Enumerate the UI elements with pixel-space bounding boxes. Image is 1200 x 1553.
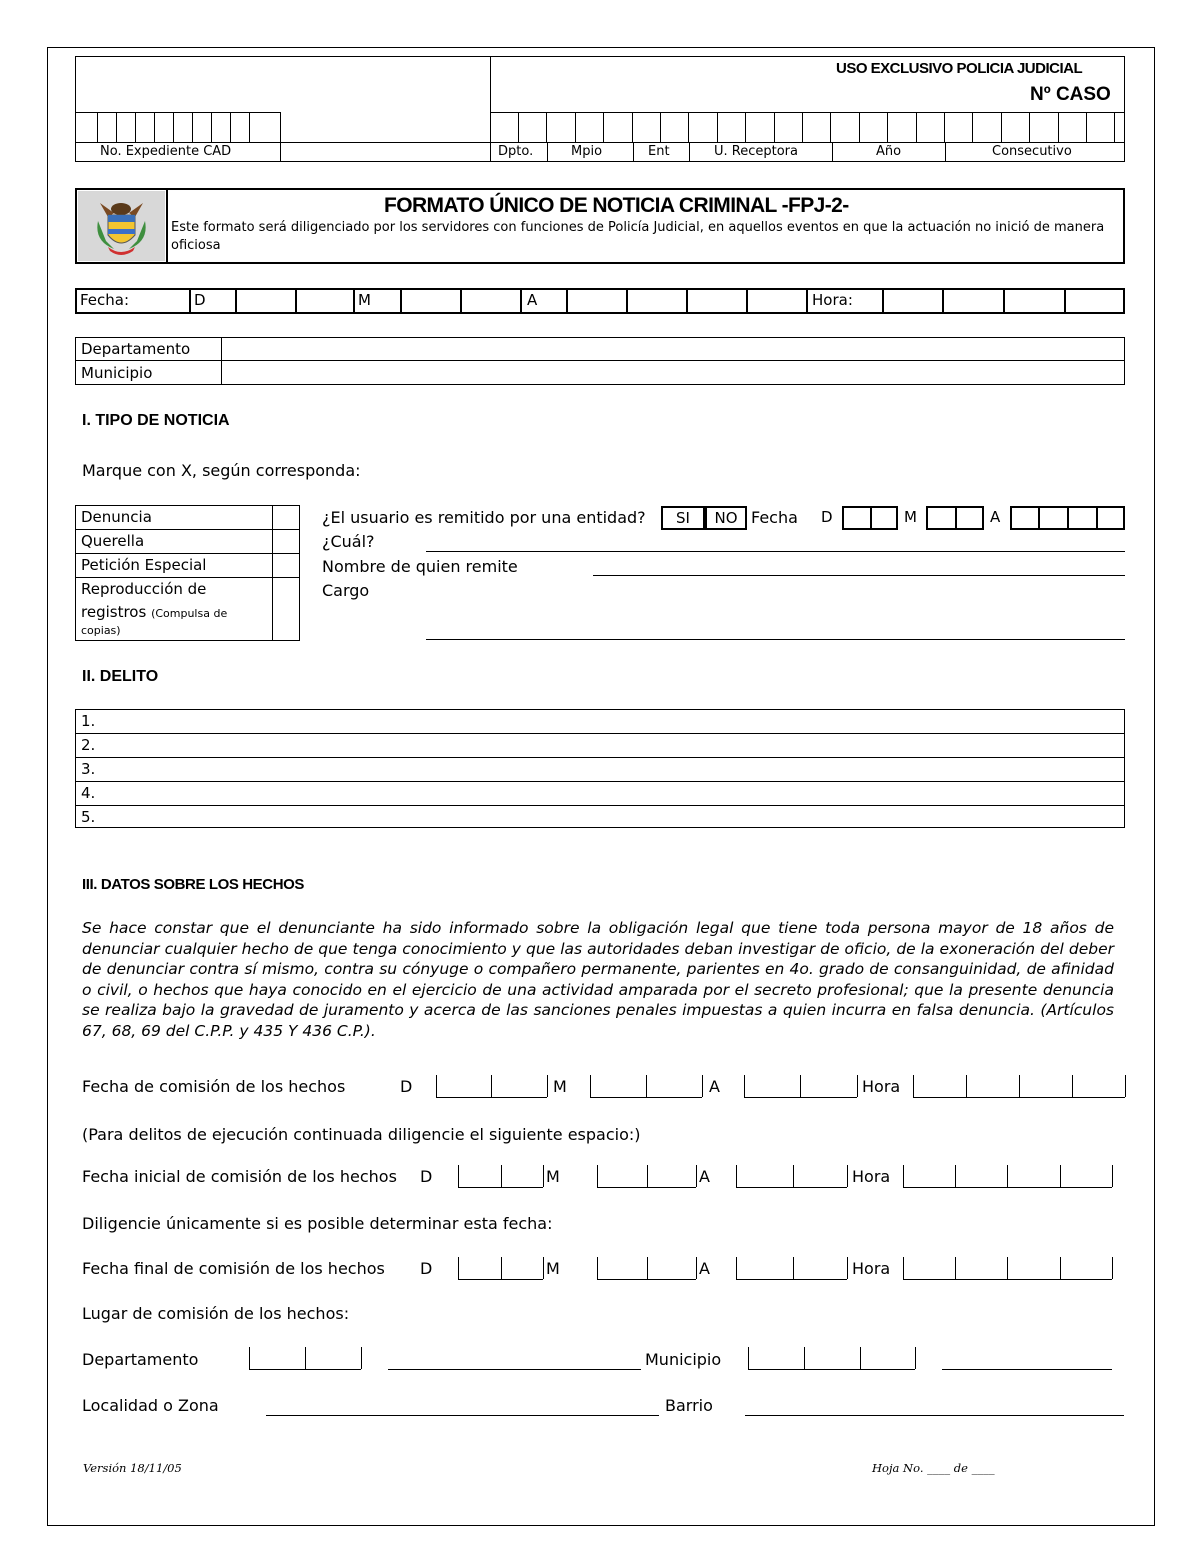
final-d-label: D <box>420 1259 433 1278</box>
lugar-municipio-code <box>748 1369 915 1370</box>
municipio-field[interactable] <box>223 362 1123 383</box>
inicial-d-field-tick <box>458 1165 459 1187</box>
caso-cell-divider <box>830 112 831 142</box>
inicial-hora-field-tick <box>1112 1165 1113 1187</box>
expediente-label-line <box>75 142 490 143</box>
final-a-label: A <box>699 1259 710 1278</box>
expediente-cell-divider <box>154 112 155 142</box>
caso-cell-divider <box>1114 112 1115 142</box>
expediente-cell-divider <box>116 112 117 142</box>
departamento-field[interactable] <box>223 338 1123 359</box>
fecha-cell-divider <box>806 288 808 314</box>
fecha-label: Fecha: <box>80 291 130 309</box>
inicial-m-label: M <box>546 1167 560 1186</box>
delito-row-3[interactable]: 3. <box>81 760 96 778</box>
location-col-divider <box>221 337 222 385</box>
delito-row-1[interactable]: 1. <box>81 712 96 730</box>
delito-row-2[interactable]: 2. <box>81 736 96 754</box>
inicial-m-field-tick <box>597 1165 598 1187</box>
comision-a-field-tick <box>857 1075 858 1097</box>
expediente-label-end <box>280 142 281 162</box>
diligencie-note: Diligencie únicamente si es posible determinar esta fecha: <box>82 1214 553 1233</box>
fecha-cell-divider <box>746 288 748 314</box>
caso-cell-divider <box>1029 112 1030 142</box>
lugar-departamento-code-tick <box>249 1347 250 1369</box>
section-1-title: I. TIPO DE NOTICIA <box>82 412 230 429</box>
comision-hora-field-tick <box>1019 1075 1020 1097</box>
barrio-label: Barrio <box>665 1396 713 1415</box>
inicial-d-label: D <box>420 1167 433 1186</box>
check-reproduccion[interactable] <box>274 579 298 639</box>
final-m-field <box>597 1279 696 1280</box>
nro-caso-label: Nº CASO <box>1030 84 1111 105</box>
location-divider <box>75 360 1125 361</box>
caso-cell-divider <box>660 112 661 142</box>
remitido-m-label: M <box>904 508 917 526</box>
hora-label: Hora: <box>812 291 853 309</box>
nombre-remite-line[interactable] <box>593 575 1125 576</box>
lugar-municipio-code-tick <box>804 1347 805 1369</box>
tipo-row-line-2 <box>75 553 300 554</box>
caso-cell-divider <box>916 112 917 142</box>
comision-m-label: M <box>553 1077 567 1096</box>
remitido-m-divider <box>955 506 957 530</box>
delito-row-4[interactable]: 4. <box>81 784 96 802</box>
check-peticion[interactable] <box>274 555 298 576</box>
caso-cell-divider <box>887 112 888 142</box>
uso-exclusivo-label: USO EXCLUSIVO POLICIA JUDICIAL <box>836 60 1083 77</box>
final-hora-field-tick <box>1112 1257 1113 1279</box>
lugar-departamento-code <box>249 1369 361 1370</box>
tipo-querella-label: Querella <box>81 532 145 550</box>
comision-a-label: A <box>709 1077 720 1096</box>
final-m-field-tick <box>647 1257 648 1279</box>
remitido-d-divider <box>870 506 872 530</box>
fecha-cell-divider <box>460 288 462 314</box>
lugar-municipio-code-tick <box>860 1347 861 1369</box>
caso-label-divider <box>689 142 690 162</box>
title-logo-divider <box>166 188 168 264</box>
tipo-peticion-label: Petición Especial <box>81 556 207 574</box>
final-a-field-tick <box>847 1257 848 1279</box>
fecha-comision-label: Fecha de comisión de los hechos <box>82 1077 346 1096</box>
check-querella[interactable] <box>274 531 298 552</box>
fecha-cell-divider <box>189 288 191 314</box>
inicial-hora-field-tick <box>903 1165 904 1187</box>
cual-line[interactable] <box>426 551 1125 552</box>
coat-of-arms-logo <box>78 191 165 261</box>
fecha-cell-divider <box>520 288 522 314</box>
expediente-cell-divider <box>280 112 281 142</box>
comision-a-field <box>744 1097 857 1098</box>
final-a-field-tick <box>736 1257 737 1279</box>
form-title: FORMATO ÚNICO DE NOTICIA CRIMINAL -FPJ-2- <box>384 194 849 217</box>
departamento-label: Departamento <box>81 340 191 358</box>
remitido-a-divider <box>1096 506 1098 530</box>
no-option[interactable]: NO <box>705 506 747 530</box>
remitido-fecha-label: Fecha <box>751 508 798 527</box>
caso-field-dpto: Dpto. <box>498 144 534 159</box>
tipo-registros-label: registros (Compulsa de <box>81 603 228 621</box>
lugar-departamento-code-tick <box>361 1347 362 1369</box>
caso-label-divider <box>945 142 946 162</box>
fecha-cell-divider <box>353 288 355 314</box>
comision-hora-field-tick <box>966 1075 967 1097</box>
delito-row-5[interactable]: 5. <box>81 808 96 826</box>
fecha-cell-divider <box>566 288 568 314</box>
final-hora-field-tick <box>1007 1257 1008 1279</box>
lugar-label: Lugar de comisión de los hechos: <box>82 1304 350 1323</box>
lugar-departamento-label: Departamento <box>82 1350 199 1369</box>
final-d-field-tick <box>458 1257 459 1279</box>
comision-m-field-tick <box>646 1075 647 1097</box>
fecha-cell-divider <box>400 288 402 314</box>
fecha-m-label: M <box>358 291 371 309</box>
copias-label: copias) <box>81 624 121 637</box>
final-d-field-tick <box>501 1257 502 1279</box>
expediente-cell-divider <box>135 112 136 142</box>
inicial-m-field-tick <box>696 1165 697 1187</box>
comision-d-label: D <box>400 1077 413 1096</box>
delito-line-4 <box>75 805 1125 806</box>
section-2-title: II. DELITO <box>82 668 159 685</box>
caso-cell-divider <box>972 112 973 142</box>
tipo-reproduccion-label: Reproducción de <box>81 580 207 598</box>
inicial-hora-field-tick <box>1060 1165 1061 1187</box>
inicial-a-label: A <box>699 1167 710 1186</box>
section-3-title: III. DATOS SOBRE LOS HECHOS <box>82 876 305 893</box>
fecha-d-label: D <box>194 291 206 309</box>
cargo-line[interactable] <box>426 639 1125 640</box>
inicial-a-field <box>736 1187 847 1188</box>
caso-field-ent: Ent <box>648 144 670 159</box>
caso-cell-divider <box>632 112 633 142</box>
caso-label-divider <box>832 142 833 162</box>
inicial-m-field-tick <box>647 1165 648 1187</box>
inicial-hora-field <box>903 1187 1112 1188</box>
expediente-cell-divider <box>173 112 174 142</box>
lugar-departamento-code-tick <box>305 1347 306 1369</box>
inicial-m-field <box>597 1187 696 1188</box>
cargo-label: Cargo <box>322 581 370 600</box>
fecha-cell-divider <box>626 288 628 314</box>
tipo-row-line-1 <box>75 529 300 530</box>
inicial-a-field-tick <box>793 1165 794 1187</box>
caso-cell-divider <box>802 112 803 142</box>
caso-cell-divider <box>774 112 775 142</box>
caso-cell-divider <box>546 112 547 142</box>
comision-a-field-tick <box>744 1075 745 1097</box>
inicial-d-field-tick <box>501 1165 502 1187</box>
caso-field-u-receptora: U. Receptora <box>714 144 798 159</box>
remitido-a-label: A <box>990 508 1001 526</box>
comision-hora-field-tick <box>1125 1075 1126 1097</box>
final-m-label: M <box>546 1259 560 1278</box>
remitido-question: ¿El usuario es remitido por una entidad? <box>322 508 646 527</box>
comision-d-field-tick <box>436 1075 437 1097</box>
lugar-municipio-line[interactable] <box>942 1369 1112 1370</box>
delito-line-2 <box>75 757 1125 758</box>
comision-hora-field-tick <box>1072 1075 1073 1097</box>
lugar-departamento-line[interactable] <box>388 1369 641 1370</box>
expediente-cell-divider <box>230 112 231 142</box>
comision-d-field-tick <box>491 1075 492 1097</box>
expediente-label: No. Expediente CAD <box>100 144 232 159</box>
hoja-label: Hoja No. ____ de ____ <box>872 1461 995 1475</box>
comision-hora-field-tick <box>913 1075 914 1097</box>
remitido-a-divider <box>1067 506 1069 530</box>
final-d-field <box>458 1279 543 1280</box>
caso-label-line <box>490 142 1125 143</box>
fecha-cell-divider <box>1003 288 1005 314</box>
section-1-instruction: Marque con X, según corresponda: <box>82 461 361 480</box>
nombre-remite-label: Nombre de quien remite <box>322 557 518 576</box>
fecha-inicial-label: Fecha inicial de comisión de los hechos <box>82 1167 397 1186</box>
expediente-cell-divider <box>97 112 98 142</box>
header-divider <box>490 56 491 162</box>
expediente-cell-divider <box>249 112 250 142</box>
fecha-row <box>75 288 1125 314</box>
final-hora-field-tick <box>955 1257 956 1279</box>
caso-cell-divider <box>603 112 604 142</box>
final-a-field-tick <box>793 1257 794 1279</box>
delito-table <box>75 709 1125 828</box>
comision-a-field-tick <box>800 1075 801 1097</box>
continuada-note: (Para delitos de ejecución continuada diligencie el siguiente espacio:) <box>82 1125 641 1144</box>
si-option[interactable]: SI <box>661 506 705 530</box>
final-d-field-tick <box>543 1257 544 1279</box>
fecha-cell-divider <box>882 288 884 314</box>
comision-m-field-tick <box>702 1075 703 1097</box>
expediente-cell-divider <box>192 112 193 142</box>
caso-label-divider <box>633 142 634 162</box>
caso-cell-divider <box>518 112 519 142</box>
compulsa-label: (Compulsa de <box>151 607 228 620</box>
caso-cell-divider <box>717 112 718 142</box>
lugar-municipio-code-tick <box>748 1347 749 1369</box>
caso-cell-divider <box>1001 112 1002 142</box>
caso-cell-divider <box>859 112 860 142</box>
delito-line-1 <box>75 733 1125 734</box>
inicial-hora-label: Hora <box>852 1167 891 1186</box>
caso-field-mpio: Mpio <box>571 144 603 159</box>
lugar-municipio-code-tick <box>915 1347 916 1369</box>
final-hora-field <box>903 1279 1112 1280</box>
fecha-cell-divider <box>686 288 688 314</box>
expediente-cell-divider <box>211 112 212 142</box>
fecha-cell-divider <box>295 288 297 314</box>
barrio-line[interactable] <box>745 1415 1124 1416</box>
legal-notice: Se hace constar que el denunciante ha sido informado sobre la obligación legal que tiene toda persona mayor de 18 años de denunciar cualquier hecho de que tenga conocimiento y que las autoridades deban investigar de oficio, de la exoneración del deber de denunciar contra sí mismo, contra su cónyuge o compañero permanente, parientes en 4o. grado de consanguinidad, de afinidad o civil, o hechos que haya conocido en el ejercicio de una actividad amparada por el secreto profesional; que la presente denuncia se realiza bajo la gravedad de juramento y acerca de las sanciones penales impuestas a quien incurra en falsa denuncia. (Artículos 67, 68, 69 del C.P.P. y 435 Y 436 C.P.). <box>82 919 1114 1040</box>
delito-line-3 <box>75 781 1125 782</box>
caso-label-divider <box>547 142 548 162</box>
lugar-municipio-label: Municipio <box>645 1350 722 1369</box>
inicial-d-field <box>458 1187 543 1188</box>
version-label: Versión 18/11/05 <box>83 1461 182 1475</box>
inicial-hora-field-tick <box>955 1165 956 1187</box>
final-m-field-tick <box>597 1257 598 1279</box>
inicial-hora-field-tick <box>1007 1165 1008 1187</box>
final-hora-field-tick <box>903 1257 904 1279</box>
municipio-label: Municipio <box>81 364 153 382</box>
caso-cell-divider <box>1086 112 1087 142</box>
final-hora-field-tick <box>1060 1257 1061 1279</box>
fecha-cell-divider <box>235 288 237 314</box>
caso-field-consecutivo: Consecutivo <box>992 144 1072 159</box>
caso-cell-divider <box>575 112 576 142</box>
tipo-noticia-col-divider <box>272 505 273 641</box>
final-hora-label: Hora <box>852 1259 891 1278</box>
fecha-final-label: Fecha final de comisión de los hechos <box>82 1259 385 1278</box>
fecha-cell-divider <box>942 288 944 314</box>
caso-cell-divider <box>944 112 945 142</box>
comision-m-field-tick <box>590 1075 591 1097</box>
check-denuncia[interactable] <box>274 507 298 528</box>
caso-cell-divider <box>1058 112 1059 142</box>
inicial-a-field-tick <box>736 1165 737 1187</box>
comision-hora-label: Hora <box>862 1077 901 1096</box>
caso-cell-divider <box>688 112 689 142</box>
inicial-a-field-tick <box>847 1165 848 1187</box>
final-a-field <box>736 1279 847 1280</box>
remitido-a-divider <box>1038 506 1040 530</box>
localidad-line[interactable] <box>266 1415 659 1416</box>
inicial-d-field-tick <box>543 1165 544 1187</box>
tipo-denuncia-label: Denuncia <box>81 508 152 526</box>
localidad-label: Localidad o Zona <box>82 1396 219 1415</box>
cual-label: ¿Cuál? <box>322 532 375 551</box>
caso-cell-divider <box>745 112 746 142</box>
form-subtitle: Este formato será diligenciado por los servidores con funciones de Policía Judicial, en aquellos eventos en que la actuación no inició de manera oficiosa <box>171 220 1105 253</box>
comision-hora-field <box>913 1097 1125 1098</box>
final-m-field-tick <box>696 1257 697 1279</box>
remitido-d-label: D <box>821 508 833 526</box>
comision-m-field <box>590 1097 702 1098</box>
tipo-row-line-3 <box>75 577 300 578</box>
comision-d-field <box>436 1097 547 1098</box>
caso-field-ano: Año <box>876 144 902 159</box>
comision-d-field-tick <box>547 1075 548 1097</box>
fecha-cell-divider <box>1064 288 1066 314</box>
fecha-a-label: A <box>527 291 538 309</box>
